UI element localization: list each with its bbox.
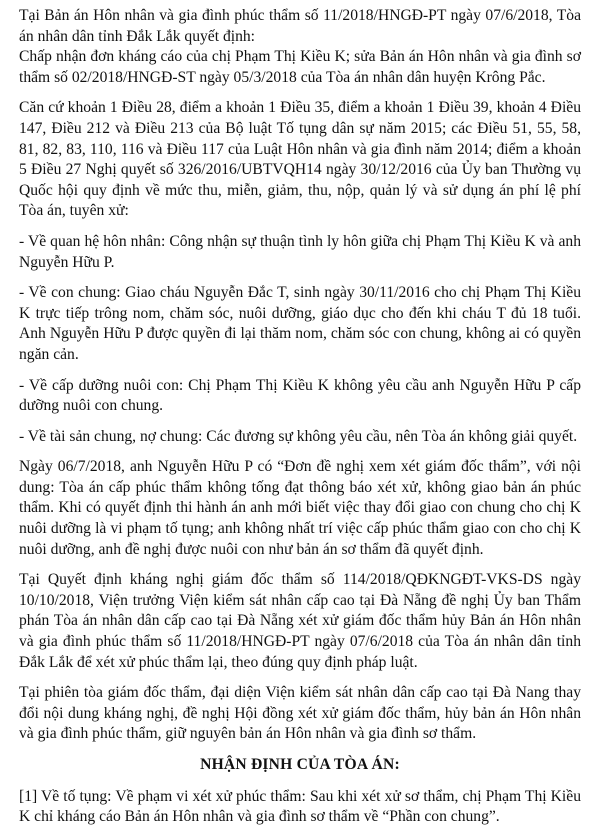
property-debt-paragraph: - Về tài sản chung, nợ chung: Các đương sự không yêu cầu, nên Tòa án không giải quyết.: [19, 427, 578, 445]
legal-basis-paragraph: Căn cứ khoản 1 Điều 28, điểm a khoản 1 Điều 35, điểm a khoản 1 Điều 39, khoản 4 Điều 147, Điều 212 và Điều 213 của Bộ luật Tố tụng dân sự năm 2015; các Điều 51, 55, 58, 81, 82, 83, 110, 116 và Điều 117 của Luật Hôn nhân và gia đình năm 2014; điểm a khoản 5 Điều 27 Nghị quyết số 326/2016/UBTVQH14 ngày 30/12/2016 của Ủy ban Thường vụ Quốc hội quy định về mức thu, miễn, giảm, thu, nộp, quản lý và sử dụng án phí lệ phí Tòa án, tuyên xử:: [19, 99, 581, 220]
child-support-paragraph: - Về cấp dưỡng nuôi con: Chị Phạm Thị Kiều K không yêu cầu anh Nguyễn Hữu P cấp dưỡng nuôi con chung.: [19, 376, 581, 415]
procedure-paragraph: [1] Về tố tụng: Về phạm vi xét xử phúc thẩm: Sau khi xét xử sơ thẩm, chị Phạm Thị Kiều K chỉ kháng cáo Bản án Hôn nhân và gia đình sơ thẩm về “Phần con chung”.: [19, 787, 581, 826]
marriage-ruling-paragraph: - Về quan hệ hôn nhân: Công nhận sự thuận tình ly hôn giữa chị Phạm Thị Kiều K và anh Nguyễn Hữu P.: [19, 232, 581, 271]
protest-decision-paragraph: Tại Quyết định kháng nghị giám đốc thẩm số 114/2018/QĐKNGĐT-VKS-DS ngày 10/10/2018, Viện trưởng Viện kiểm sát nhân cấp cao tại Đà Nẵng đề nghị Ủy ban Thẩm phán Tòa án nhân dân cấp cao tại Đà Nẵng xét xử giám đốc thẩm hủy Bản án Hôn nhân và gia đình phúc thẩm số 11/2018/HNGĐ-PT ngày 07/6/2018 của Tòa án nhân dân tỉnh Đắk Lắk để xét xử phúc thẩm lại, theo đúng quy định pháp luật.: [19, 571, 581, 671]
appeal-accepted-paragraph: Chấp nhận đơn kháng cáo của chị Phạm Thị Kiều K; sửa Bản án Hôn nhân và gia đình sơ thẩm số 02/2018/HNGĐ-ST ngày 05/3/2018 của Tòa án nhân dân huyện Krông Pắc.: [19, 48, 581, 86]
child-custody-paragraph: - Về con chung: Giao cháu Nguyễn Đắc T, sinh ngày 30/11/2016 cho chị Phạm Thị Kiều K trực tiếp trông nom, chăm sóc, nuôi dưỡng, giáo dục cho đến khi cháu T đủ 18 tuổi. Anh Nguyễn Hữu P được quyền đi lại thăm nom, chăm sóc con chung, không ai có quyền ngăn cản.: [19, 284, 581, 363]
section-heading: NHẬN ĐỊNH CỦA TÒA ÁN:: [200, 756, 400, 773]
intro-paragraph: Tại Bản án Hôn nhân và gia đình phúc thẩm số 11/2018/HNGĐ-PT ngày 07/6/2018, Tòa án nhân dân tỉnh Đắk Lắk quyết định:: [19, 7, 581, 45]
review-request-paragraph: Ngày 06/7/2018, anh Nguyễn Hữu P có “Đơn đề nghị xem xét giám đốc thẩm”, với nội dung: Tòa án cấp phúc thẩm không tống đạt thông báo xét xử, không giao bản án phúc thẩm. Khi có quyết định thi hành án anh mới biết việc thay đổi giao con chung cho chị K nuôi dưỡng là vi phạm tố tụng; anh không nhất trí việc cấp phúc thẩm giao con cho chị K nuôi dưỡng, anh đề nghị được nuôi con như bản án sơ thẩm đã quyết định.: [19, 458, 581, 558]
hearing-paragraph: Tại phiên tòa giám đốc thẩm, đại diện Viện kiểm sát nhân dân cấp cao tại Đà Nang thay đổi nội dung kháng nghị, đề nghị Hội đồng xét xử giám đốc thẩm, hủy bản án Hôn nhân và gia đình phúc thẩm, giữ nguyên bản án Hôn nhân và gia đình sơ thẩm.: [19, 684, 581, 743]
